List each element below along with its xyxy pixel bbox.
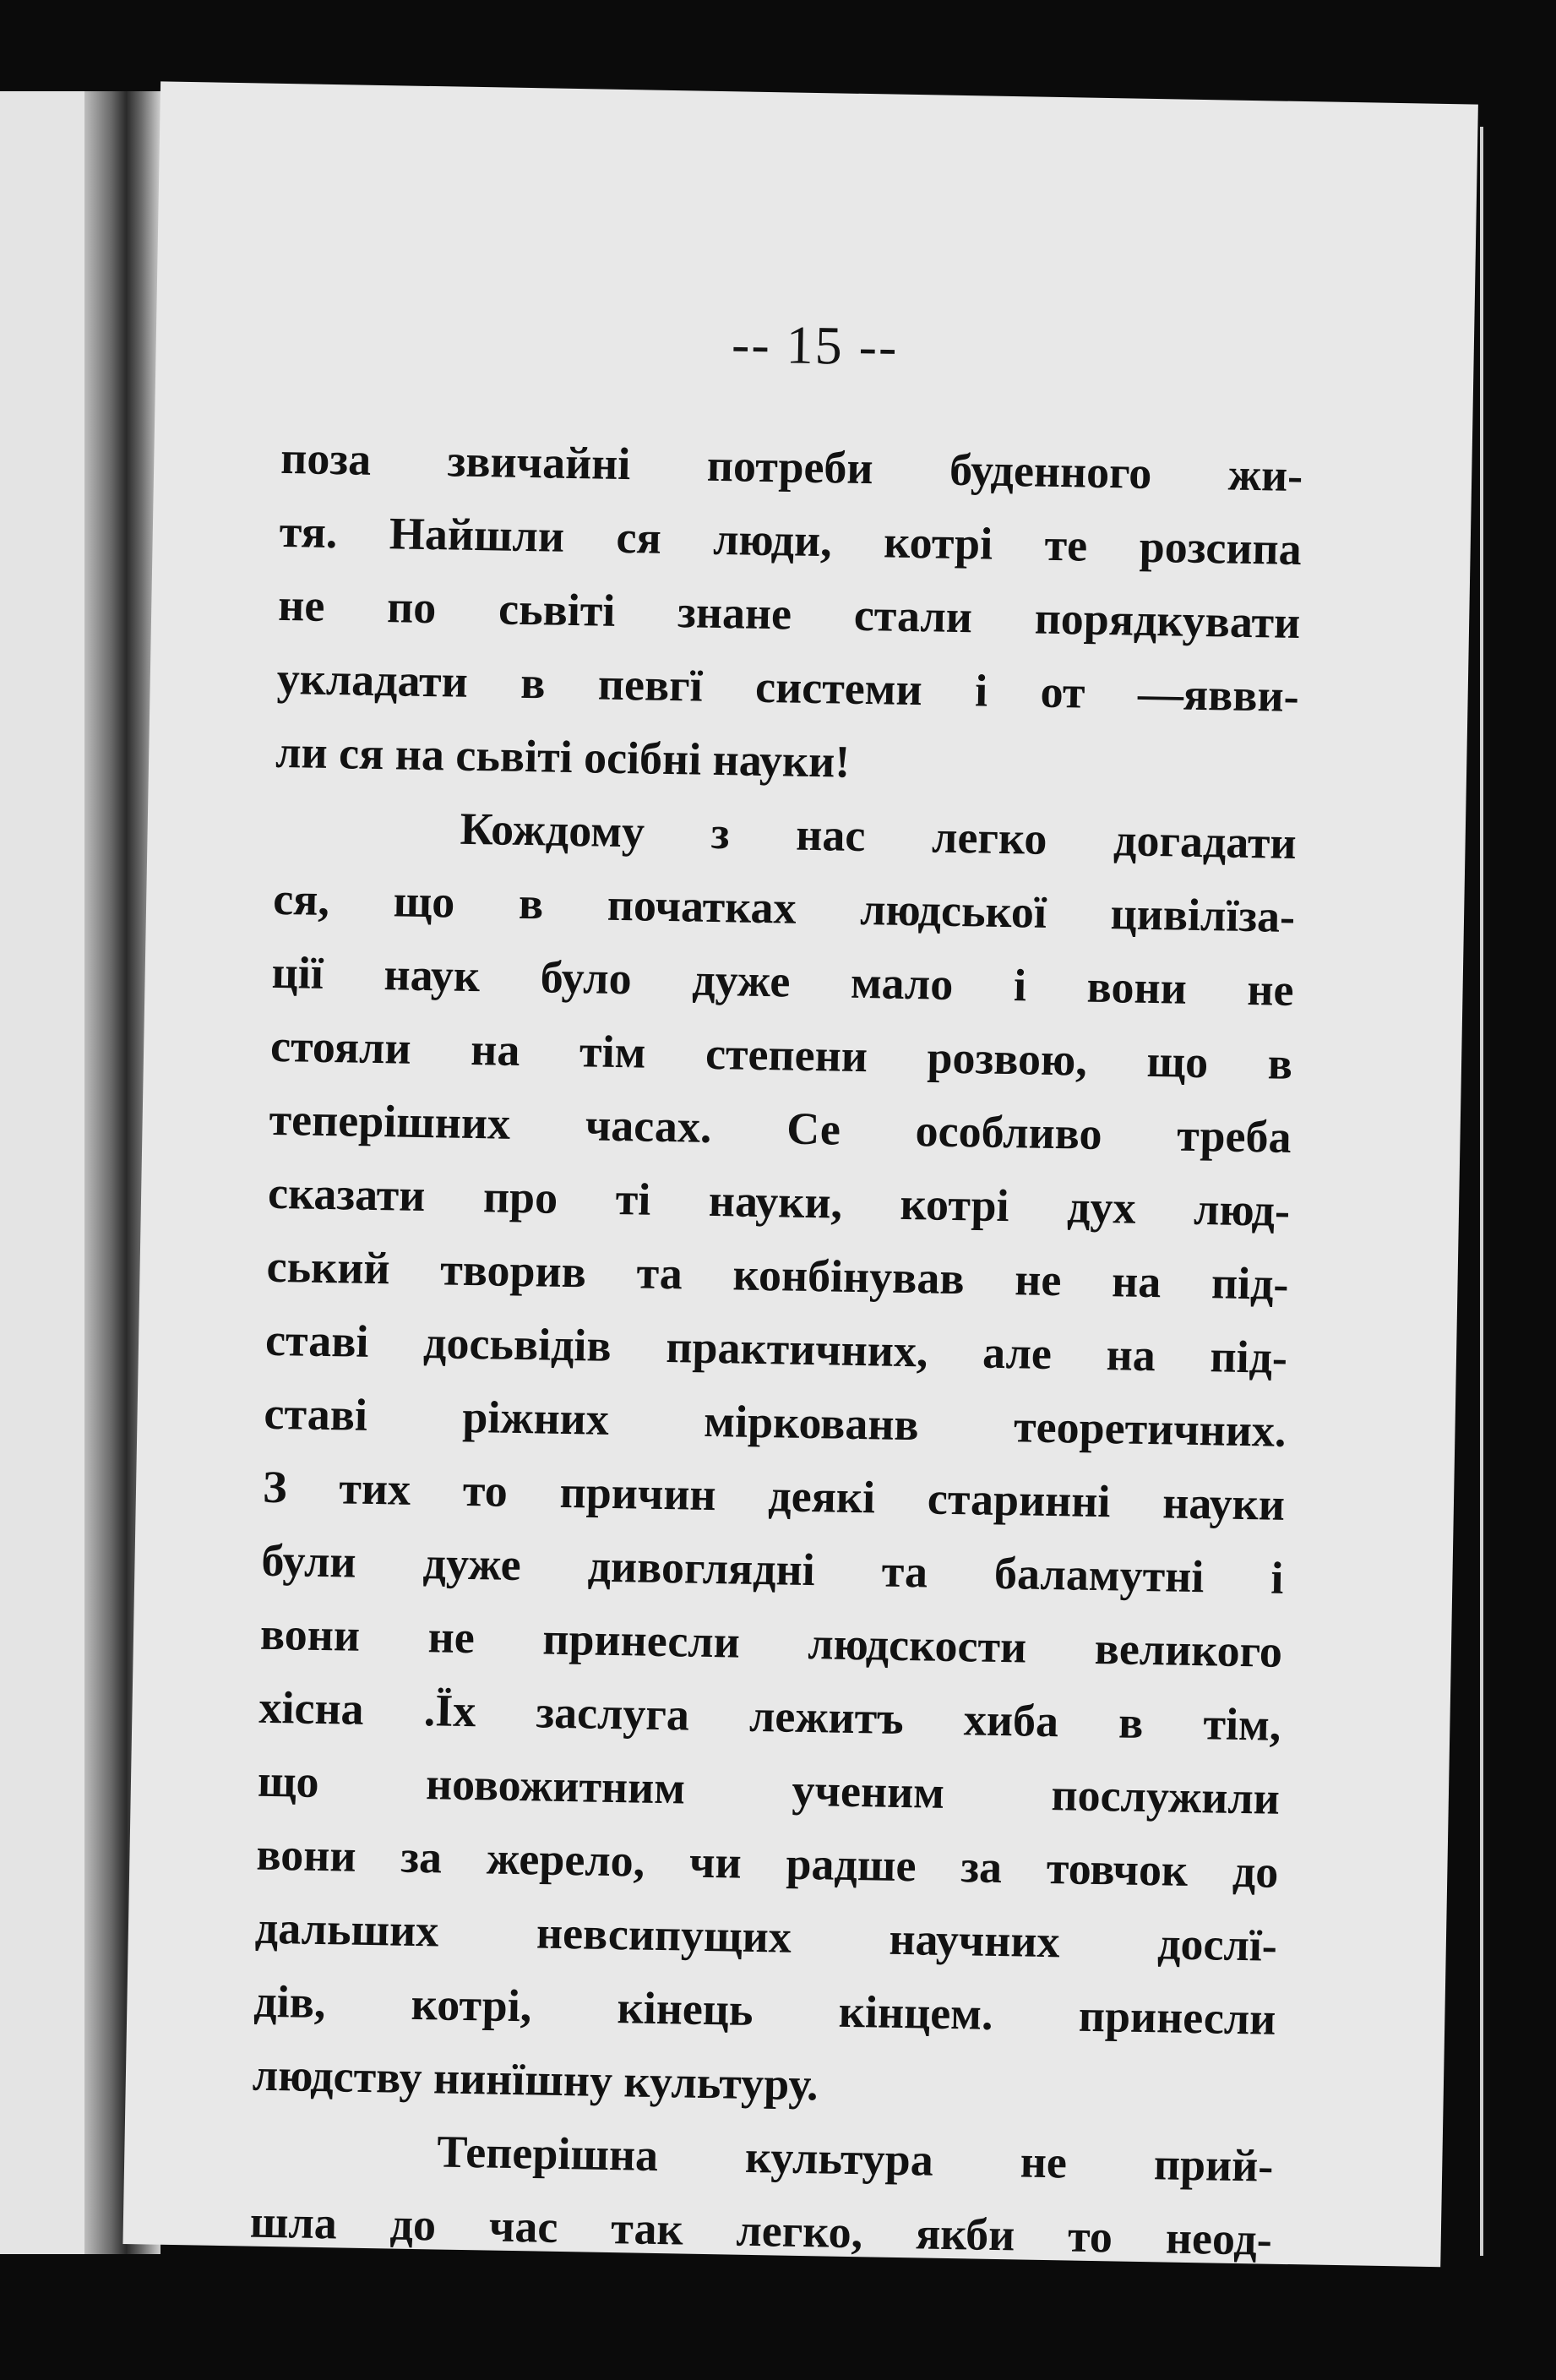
text-line: що новожитним ученим послужили <box>257 1755 1281 1824</box>
text-line: ський творив та конбінував не на під- <box>266 1240 1290 1310</box>
text-line: ся, що в початках людської цивілїза- <box>272 873 1296 942</box>
text-line: ли ся на сьвіті осібні науки! <box>275 726 851 787</box>
text-line: сказати про ті науки, котрі дух люд- <box>267 1167 1291 1236</box>
text-line: теперішних часах. Се особливо треба <box>269 1093 1292 1163</box>
text-line: ставі досьвідів практичних, але на під- <box>264 1314 1288 1383</box>
paragraph-start-line: Теперішна культура не прий- <box>436 2126 1274 2192</box>
text-line: дів, котрі, кінець кінцем. принесли <box>253 1975 1276 2045</box>
text-line: стояли на тім степени розвою, що в <box>269 1020 1293 1089</box>
text-line: не по сьвіті знане стали порядкувати <box>277 579 1301 649</box>
text-line: були дуже дивоглядні та баламутні і <box>261 1534 1284 1604</box>
text-line: ставі ріжних міркованв теоретичних. <box>264 1387 1287 1457</box>
text-line: поза звичайні потреби буденного жи- <box>280 432 1303 502</box>
text-line: вони не принесли людскости великого <box>259 1608 1283 1677</box>
text-line: тя. Найшли ся люди, котрі те розсипа <box>279 505 1303 575</box>
text-line: З тих то причин деякі старинні науки <box>262 1461 1286 1530</box>
body-text <box>249 422 1303 2277</box>
text-line: ції наук було дуже мало і вони не <box>271 946 1295 1016</box>
book-page <box>122 81 1477 2267</box>
paragraph-start-line: Кождому з нас легко догадати <box>460 803 1298 869</box>
text-line: хісна .Їх заслуга лежитъ хиба в тім, <box>258 1681 1281 1751</box>
text-line: вони за жерело, чи радше за товчок до <box>255 1828 1279 1898</box>
text-line: дальших невсипущих научних дослї- <box>254 1902 1278 1971</box>
text-line: людству нинїшну культуру. <box>252 2049 819 2110</box>
page-number: -- 15 -- <box>731 313 900 377</box>
page-edge <box>1480 127 1483 2256</box>
text-line: шла до час так легко, якби то неод- <box>249 2196 1273 2265</box>
text-line: укладати в певгї системи і от —явви- <box>276 652 1300 722</box>
